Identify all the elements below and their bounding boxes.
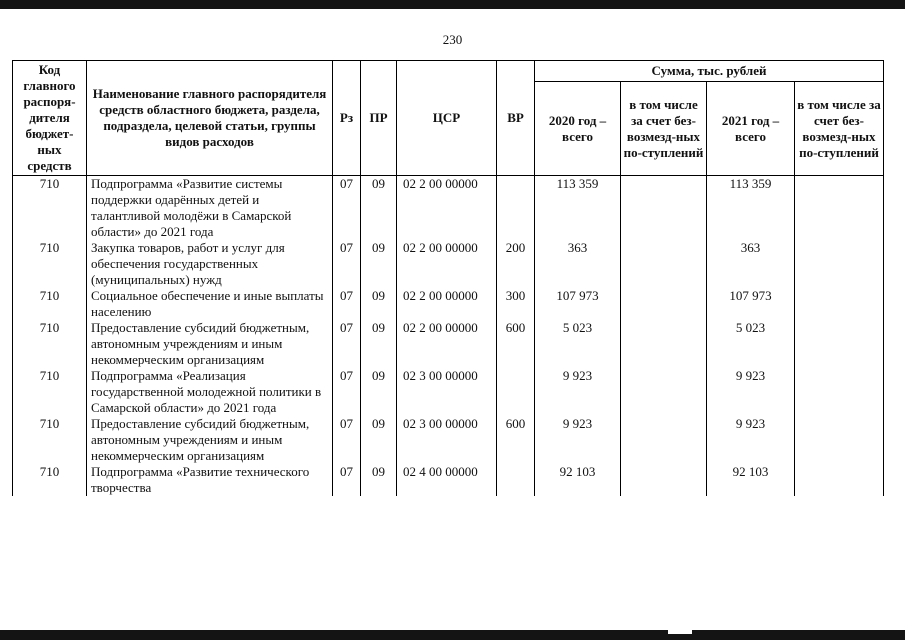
header-vr: ВР [497,61,535,176]
cell-pr: 09 [361,176,397,241]
cell-csr: 02 2 00 00000 [397,240,497,288]
cell-2020-grants [621,240,707,288]
cell-name: Подпрограмма «Развитие технического творчества [87,464,333,496]
table-row [13,464,884,496]
header-name: Наименование главного распорядителя средств областного бюджета, раздела, подраздела, целевой статьи, группы видов расходов [87,61,333,176]
cell-name: Подпрограмма «Реализация государственной молодежной политики в Самарской области» до 2021 года [87,368,333,416]
cell-pr: 09 [361,464,397,496]
cell-2020-total: 363 [535,240,621,288]
table-row [13,240,884,288]
cell-name: Подпрограмма «Развитие системы поддержки одарённых детей и талантливой молодёжи в Самарской области» до 2021 года [87,176,333,241]
cell-rz: 07 [333,464,361,496]
cell-vr: 600 [497,416,535,464]
header-2020-grants: в том числе за счет без-возмезд-ных по-ступлений [621,82,707,176]
cell-2020-grants [621,464,707,496]
cell-2021-grants [795,320,884,368]
cell-rz: 07 [333,288,361,320]
cell-csr: 02 3 00 00000 [397,368,497,416]
budget-table [12,60,884,496]
table-body [13,176,884,497]
cell-2021-grants [795,464,884,496]
cell-vr: 600 [497,320,535,368]
cell-2021-grants [795,368,884,416]
table-row [13,320,884,368]
cell-2020-grants [621,416,707,464]
cell-2020-total: 92 103 [535,464,621,496]
cell-csr: 02 2 00 00000 [397,320,497,368]
cell-2021-total: 92 103 [707,464,795,496]
cell-2020-grants [621,368,707,416]
header-2021-total: 2021 год – всего [707,82,795,176]
cell-name: Закупка товаров, работ и услуг для обеспечения государственных (муниципальных) нужд [87,240,333,288]
cell-rz: 07 [333,176,361,241]
cell-rz: 07 [333,368,361,416]
header-sum-title: Сумма, тыс. рублей [535,61,884,82]
cell-code: 710 [13,464,87,496]
top-scan-border [0,0,905,9]
cell-2021-grants [795,240,884,288]
table-header-row-1 [13,61,884,82]
cell-vr: 200 [497,240,535,288]
cell-vr: 300 [497,288,535,320]
table-row [13,368,884,416]
bottom-scan-border [0,630,905,640]
cell-pr: 09 [361,320,397,368]
cell-csr: 02 2 00 00000 [397,288,497,320]
cell-2020-total: 107 973 [535,288,621,320]
header-2020-total: 2020 год – всего [535,82,621,176]
cell-2020-grants [621,176,707,241]
cell-code: 710 [13,320,87,368]
bottom-scan-gap [668,626,692,634]
cell-2021-total: 107 973 [707,288,795,320]
cell-2020-total: 113 359 [535,176,621,241]
page-number: 230 [442,32,463,47]
cell-2020-grants [621,320,707,368]
cell-2021-total: 113 359 [707,176,795,241]
header-csr: ЦСР [397,61,497,176]
cell-code: 710 [13,368,87,416]
cell-csr: 02 3 00 00000 [397,416,497,464]
cell-2020-total: 9 923 [535,416,621,464]
header-2021-grants: в том числе за счет без-возмезд-ных по-ступлений [795,82,884,176]
table-row [13,176,884,241]
cell-2021-total: 9 923 [707,416,795,464]
table-row [13,288,884,320]
cell-name: Предоставление субсидий бюджетным, автономным учреждениям и иным некоммерческим организациям [87,416,333,464]
cell-2020-grants [621,288,707,320]
cell-2021-grants [795,288,884,320]
cell-pr: 09 [361,240,397,288]
cell-name: Предоставление субсидий бюджетным, автономным учреждениям и иным некоммерческим организациям [87,320,333,368]
cell-pr: 09 [361,416,397,464]
cell-code: 710 [13,288,87,320]
cell-2021-total: 363 [707,240,795,288]
cell-rz: 07 [333,320,361,368]
cell-rz: 07 [333,416,361,464]
cell-2021-total: 5 023 [707,320,795,368]
cell-2021-total: 9 923 [707,368,795,416]
cell-code: 710 [13,176,87,241]
table-row [13,416,884,464]
cell-2020-total: 5 023 [535,320,621,368]
cell-csr: 02 4 00 00000 [397,464,497,496]
cell-vr [497,176,535,241]
cell-2021-grants [795,416,884,464]
header-rz: Рз [333,61,361,176]
cell-code: 710 [13,416,87,464]
cell-pr: 09 [361,368,397,416]
header-pr: ПР [361,61,397,176]
cell-csr: 02 2 00 00000 [397,176,497,241]
cell-2021-grants [795,176,884,241]
cell-pr: 09 [361,288,397,320]
cell-name: Социальное обеспечение и иные выплаты населению [87,288,333,320]
cell-code: 710 [13,240,87,288]
header-code: Код главного распоря-дителя бюджет-ных средств [13,61,87,176]
cell-vr [497,368,535,416]
cell-rz: 07 [333,240,361,288]
cell-vr [497,464,535,496]
cell-2020-total: 9 923 [535,368,621,416]
